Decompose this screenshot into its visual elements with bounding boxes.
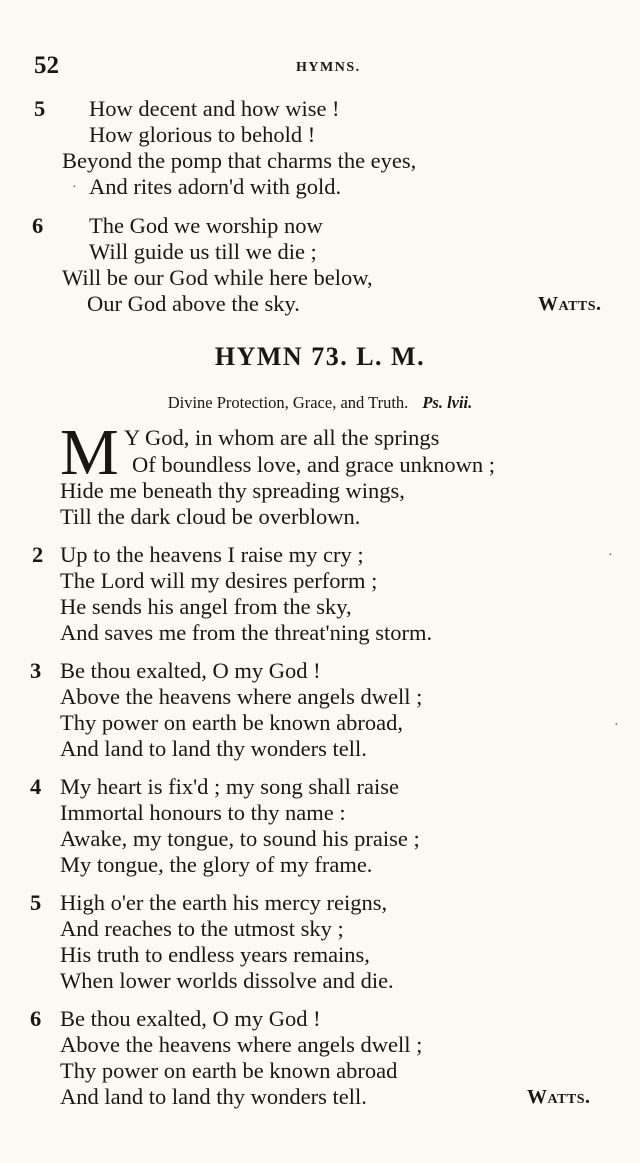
author-attribution: Watts. — [538, 293, 602, 315]
verse-line: And land to land thy wonders tell. — [60, 736, 367, 761]
drop-cap: M — [60, 416, 119, 489]
verse-line: How glorious to behold ! — [89, 122, 316, 147]
verse-line: Be thou exalted, O my God ! — [60, 1006, 321, 1031]
verse-line: Thy power on earth be known abroad — [60, 1058, 398, 1083]
verse-line: Awake, my tongue, to sound his praise ; — [60, 826, 420, 851]
verse-line: And reaches to the utmost sky ; — [60, 916, 344, 941]
verse-line: Our God above the sky. — [87, 291, 300, 316]
verse-line: High o'er the earth his mercy reigns, — [60, 890, 388, 915]
verse-number: 2 — [32, 542, 44, 567]
verse-number: 5 — [30, 890, 42, 915]
verse-line: His truth to endless years remains, — [60, 942, 370, 967]
verse-line: Above the heavens where angels dwell ; — [60, 684, 423, 709]
printer-mark: · — [72, 180, 77, 195]
psalm-reference: Ps. lvii. — [422, 393, 473, 412]
author-attribution: Watts. — [527, 1086, 591, 1108]
verse-line: The God we worship now — [89, 213, 323, 238]
verse-number: 4 — [30, 774, 42, 799]
verse-number: 6 — [30, 1006, 42, 1031]
page-number: 52 — [34, 52, 59, 79]
verse-line: He sends his angel from the sky, — [60, 594, 352, 619]
verse-line: Hide me beneath thy spreading wings, — [60, 478, 405, 503]
printer-mark: · — [614, 718, 619, 733]
verse-line: Immortal honours to thy name : — [60, 800, 346, 825]
running-title: HYMNS. — [296, 60, 361, 75]
hymn-theme: Divine Protection, Grace, and Truth. — [167, 393, 409, 412]
verse-line: Will guide us till we die ; — [89, 239, 317, 264]
verse-line: Of boundless love, and grace unknown ; — [132, 452, 496, 477]
verse-line: And rites adorn'd with gold. — [89, 174, 342, 199]
verse-line: My heart is fix'd ; my song shall raise — [60, 774, 400, 799]
verse-line: Be thou exalted, O my God ! — [60, 658, 321, 683]
verse-line: Thy power on earth be known abroad, — [60, 710, 404, 735]
verse-line: How decent and how wise ! — [89, 96, 340, 121]
verse-line: Beyond the pomp that charms the eyes, — [62, 148, 417, 173]
verse-line: And saves me from the threat'ning storm. — [60, 620, 433, 645]
verse-line: And land to land thy wonders tell. — [60, 1084, 367, 1109]
verse-line: Y God, in whom are all the springs — [124, 425, 440, 450]
verse-line: The Lord will my desires perform ; — [60, 568, 378, 593]
verse-line: Till the dark cloud be overblown. — [60, 504, 361, 529]
verse-line: When lower worlds dissolve and die. — [60, 968, 394, 993]
printer-mark: · — [608, 548, 613, 563]
page-header — [34, 52, 624, 82]
verse-number: 5 — [34, 96, 46, 121]
verse-number: 3 — [30, 658, 42, 683]
verse-number: 6 — [32, 213, 44, 238]
verse-line: My tongue, the glory of my frame. — [60, 852, 373, 877]
verse-line: Up to the heavens I raise my cry ; — [60, 542, 364, 567]
verse-line: Above the heavens where angels dwell ; — [60, 1032, 423, 1057]
hymn-subtitle — [0, 393, 640, 413]
verse-line: Will be our God while here below, — [62, 265, 373, 290]
hymn-heading: HYMN 73. L. M. — [214, 342, 426, 371]
